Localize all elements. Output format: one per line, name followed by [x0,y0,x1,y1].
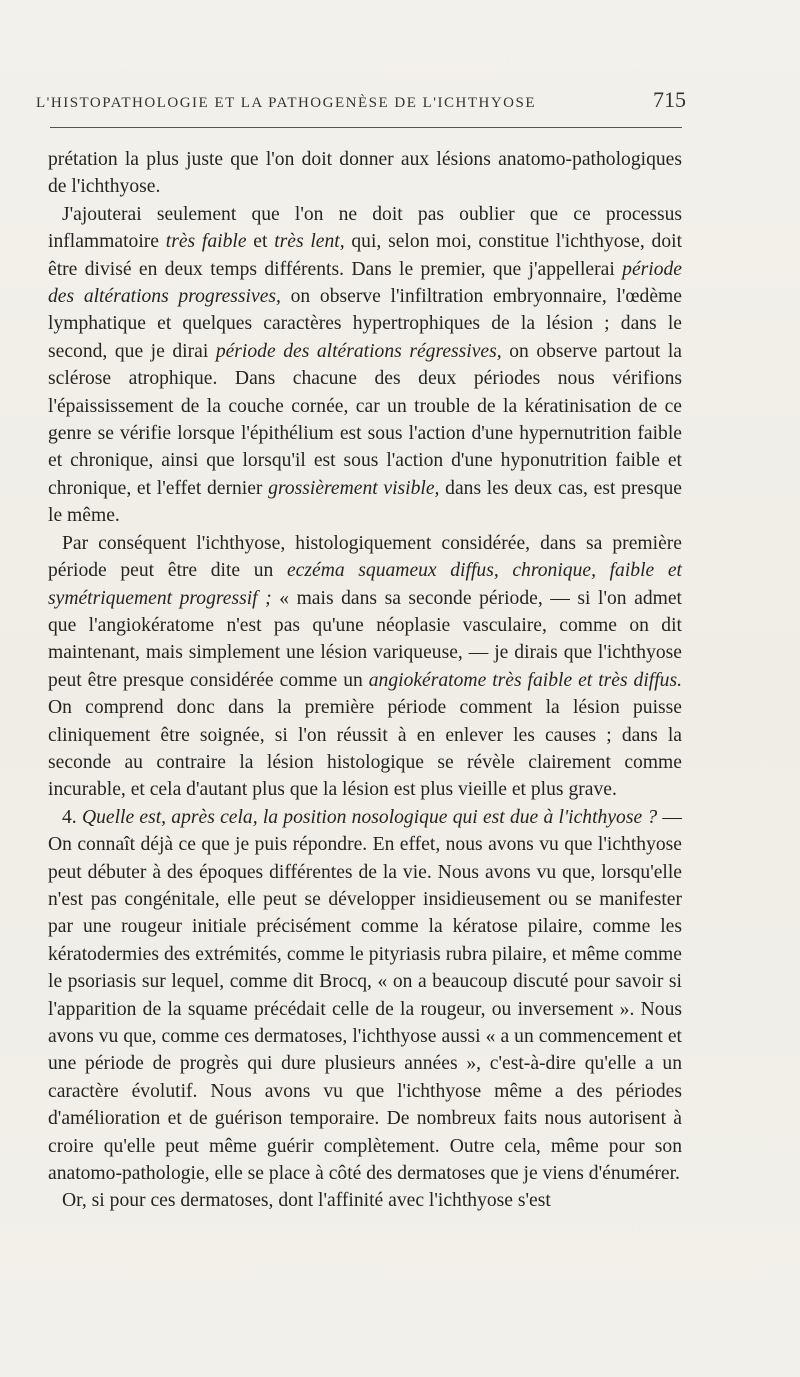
running-header [36,87,686,113]
paragraph [48,1187,682,1214]
text-run: 4. [62,806,82,828]
text-run: dans les deux cas, est presque le même. [48,477,683,527]
text-run: prétation la plus juste que l'on doit donner aux lésions anatomo-pathologiques de l'ichthyose. [48,149,682,198]
header-rule [50,127,682,128]
text-run: Par conséquent l'ichthyose, histologiquement considérée, dans sa première période peut être dite un [48,532,682,582]
paragraph [48,201,682,530]
italic-text: très faible [165,231,247,253]
text-run: — On connaît déjà ce que je puis répondre. En effet, nous avons vu que l'ichthyose peut débuter à des époques différentes de la vie. Nous avons vu que, lorsqu'elle n'est pas congénitale, elle peut se développer insidieusement ou se manifester par une rougeur initiale précisément comme la kératose pilaire, comme les kératodermies des extrémités, comme le pityriasis rubra pilaire, et même comme le psoriasis sur lequel, comme dit Brocq, « on a beaucoup discuté pour savoir si l'apparition de la squame précédait celle de la rougeur, ou inversement ». Nous avons vu que, comme ces dermatoses, l'ichthyose aussi « a un commencement et une période de progrès qui dure plusieurs années », c'est-à-dire qu'elle a un caractère évolutif. Nous avons vu que l'ichthyose même a des périodes d'amélioration et de guérison temporaire. De nombreux faits nous autorisent à croire qu'elle peut même guérir complètement. Outre cela, même pour son anatomo-pathologie, elle se place à côté des dermatoses que je viens d'énumérer. [48,806,683,1185]
running-title: L'HISTOPATHOLOGIE ET LA PATHOGENÈSE DE L'ICHTHYOSE [36,95,536,111]
italic-text: très lent, [274,231,345,253]
text-run: qui, selon moi, constitue l'ichthyose, doit être divisé en deux temps différents. Dans le premier, que j'appellerai [48,231,683,280]
text-run: on observe l'infiltration embryonnaire, l'œdème lymphatique et quelques caractères hypertrophiques de la lésion ; dans le second, que je dirai [48,286,682,362]
text-run: J'ajouterai seulement que l'on ne doit pas oublier que ce processus inflammatoire [48,203,682,253]
paragraph [48,146,682,201]
italic-text: période des altérations régressives, [215,340,502,362]
paragraph [48,804,682,1188]
text-run: « mais dans sa seconde période, — si l'on admet que l'angiokératome n'est pas qu'une néoplasie vasculaire, comme on dit maintenant, mais simplement une lésion variqueuse, — je dirais que l'ichthyose peut être presque considérée comme un [48,587,682,691]
italic-text: eczéma squameux diffus, chronique, faible et symétriquement progressif ; [48,560,682,609]
text-run: Or, si pour ces dermatoses, dont l'affinité avec l'ichthyose s'est [62,1190,551,1212]
text-run: on observe partout la sclérose atrophique. Dans chacune des deux périodes nous vérifions l'épaississement de la couche cornée, car un trouble de la kératinisation de ce genre se vérifie lorsque l'épithélium est sous l'action d'une hypernutrition faible et chronique, ainsi que lorsqu'il est sous l'action d'une hyponutrition faible et chronique, et l'effet dernier [48,340,682,499]
text-run: On comprend donc dans la première période comment la lésion puisse cliniquement être soignée, si l'on réussit à en enlever les causes ; dans la seconde au contraire la lésion histologique se révèle clairement comme incurable, et cela d'autant plus que la lésion est plus vieille et plus grave. [48,697,682,801]
page-number: 715 [653,87,686,112]
italic-text: grossièrement visible, [268,477,440,499]
italic-text: Quelle est, après cela, la position nosologique qui est due à l'ichthyose ? [81,806,658,828]
body-text [48,146,682,1215]
italic-text: période des altérations progressives, [48,258,682,308]
text-run: et [246,231,275,253]
paragraph [48,530,682,804]
italic-text: angiokératome très faible et très diffus. [368,669,682,691]
